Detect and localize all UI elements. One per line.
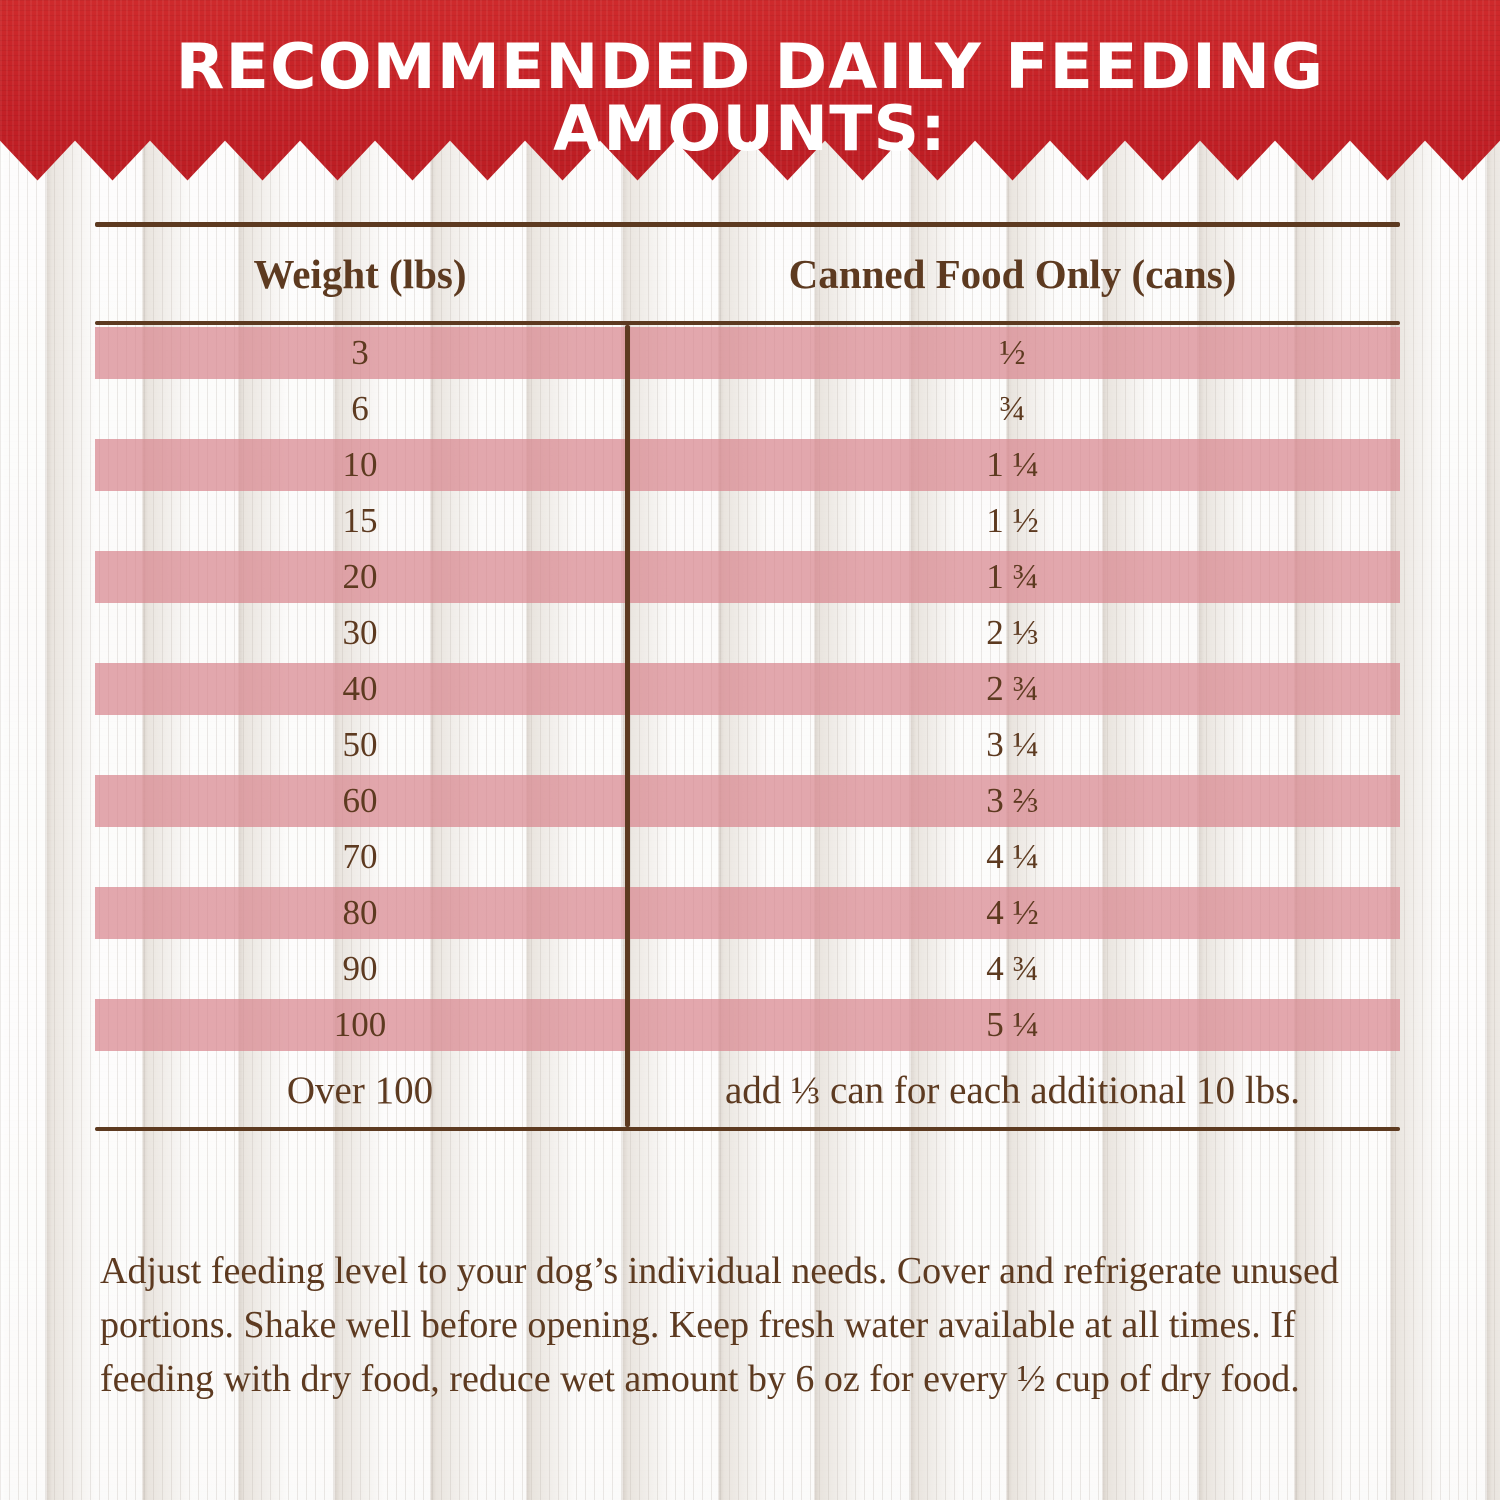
cell-weight: 20	[342, 557, 378, 596]
cell-weight: 15	[342, 501, 378, 540]
table-row	[95, 941, 1400, 997]
banner	[0, 0, 1500, 190]
cell-weight: 100	[333, 1005, 387, 1044]
cell-cans: 5 ¼	[986, 1005, 1039, 1044]
cell-cans: 1 ¾	[986, 557, 1039, 596]
cell-cans: 1 ½	[986, 501, 1039, 540]
cell-cans: add ⅓ can for each additional 10 lbs.	[724, 1068, 1301, 1112]
cell-cans: 1 ¼	[986, 445, 1039, 484]
table-row	[95, 717, 1400, 773]
table-body	[95, 325, 1400, 1127]
cell-cans: 3 ⅔	[986, 781, 1039, 820]
table-row	[95, 493, 1400, 549]
feeding-instructions: Adjust feeding level to your dog’s individual needs. Cover and refrigerate unused portions. Shake well before opening. Keep fresh water available at all times. If feeding with dry food, reduce wet amount by 6 oz for every ½ cup of dry food.	[100, 1250, 1339, 1400]
cell-cans: 4 ¾	[986, 949, 1039, 988]
table-row	[95, 773, 1400, 829]
cell-weight: 50	[342, 725, 378, 764]
table-row	[95, 885, 1400, 941]
cell-weight: 10	[342, 445, 378, 484]
cell-weight: 6	[351, 389, 369, 428]
cell-cans: 4 ½	[986, 893, 1039, 932]
column-divider	[625, 325, 630, 1127]
cell-cans: 2 ⅓	[986, 613, 1039, 652]
table-bottom-rule	[95, 1127, 1400, 1131]
table-row	[95, 325, 1400, 381]
column-header-cans: Canned Food Only (cans)	[788, 251, 1237, 297]
cell-cans: 2 ¾	[986, 669, 1039, 708]
table-header-row	[95, 227, 1400, 321]
cell-weight: 90	[342, 949, 378, 988]
cell-cans: ½	[999, 333, 1026, 372]
cell-weight: 40	[342, 669, 378, 708]
table-row	[95, 997, 1400, 1053]
table-row	[95, 437, 1400, 493]
cell-weight: 70	[342, 837, 378, 876]
feeding-table	[95, 222, 1400, 1131]
cell-weight: 60	[342, 781, 378, 820]
table-row	[95, 549, 1400, 605]
cell-weight: 30	[342, 613, 378, 652]
column-header-weight: Weight (lbs)	[253, 251, 467, 297]
cell-weight: Over 100	[286, 1068, 434, 1112]
table-row-over-100	[95, 1053, 1400, 1127]
table-row	[95, 661, 1400, 717]
page-title: RECOMMENDED DAILY FEEDING AMOUNTS:	[175, 30, 1325, 165]
cell-cans: 4 ¼	[986, 837, 1039, 876]
table-row	[95, 381, 1400, 437]
cell-weight: 3	[351, 333, 369, 372]
cell-cans: ¾	[999, 389, 1026, 428]
table-row	[95, 829, 1400, 885]
table-row	[95, 605, 1400, 661]
cell-cans: 3 ¼	[986, 725, 1039, 764]
cell-weight: 80	[342, 893, 378, 932]
